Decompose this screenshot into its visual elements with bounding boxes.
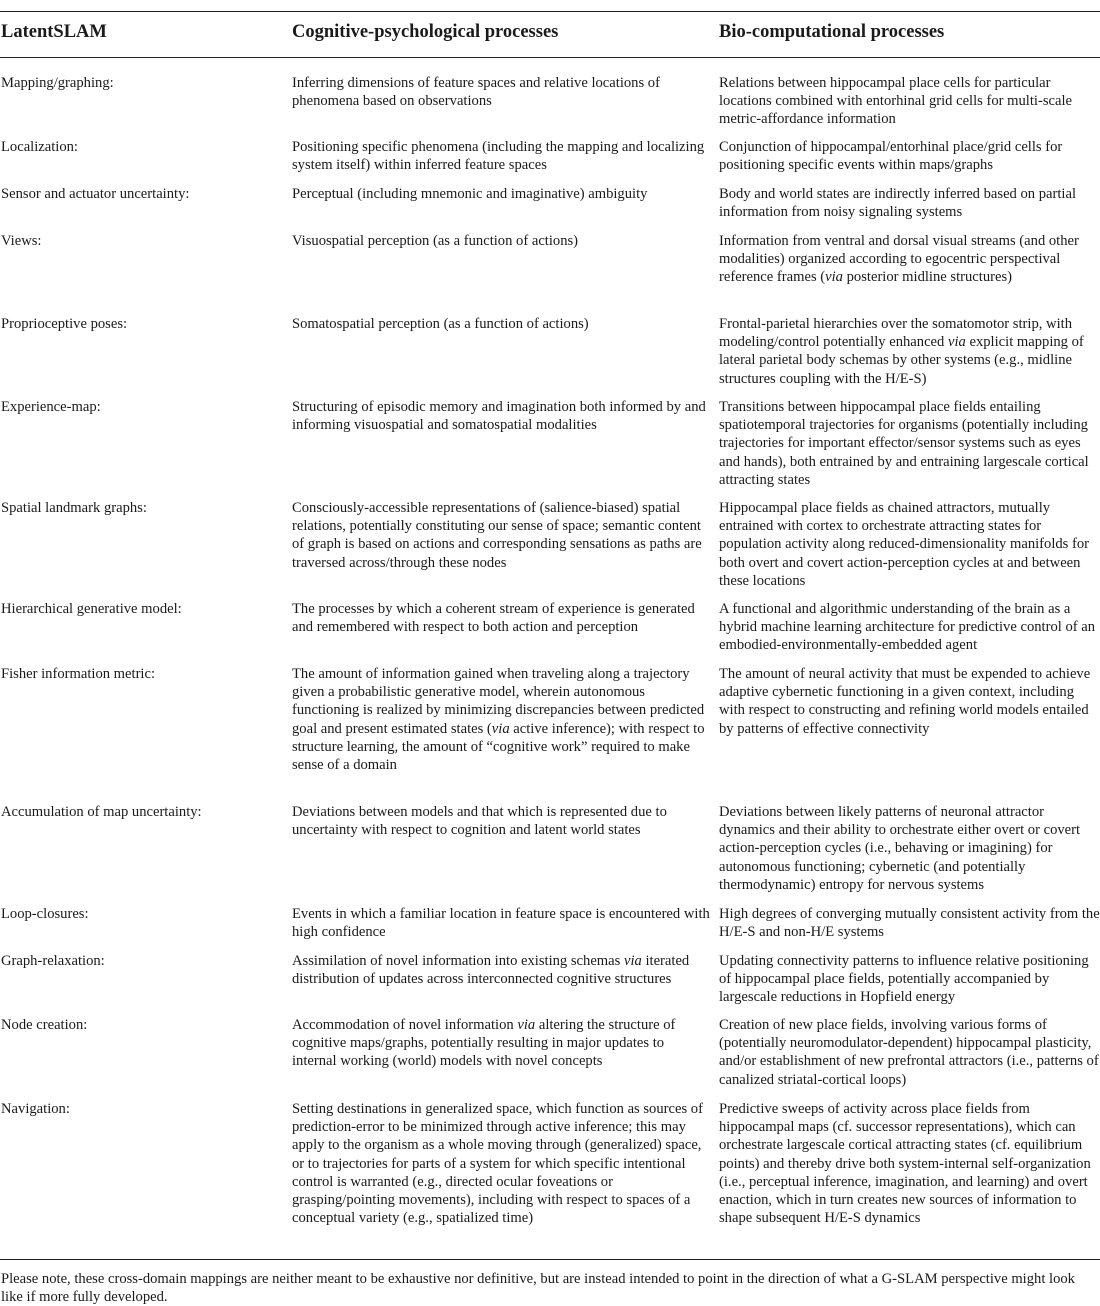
row-bio-process: Transitions between hippocampal place fields entailing spatiotemporal trajectories for organisms (potentially including trajectories for important effector/sensor systems such as eyes and hands), both entrained by and entraining largescale cortical attracting states [719,399,1089,488]
table-footnote: Please note, these cross-domain mappings are neither meant to be exhaustive nor definitive, but are instead intended to point in the direction of what a G-SLAM perspective might look like if more fully developed. [1,1271,1075,1305]
row-term: Mapping/graphing: [1,75,114,91]
row-cognitive-process: Visuospatial perception (as a function of actions) [292,233,579,249]
column-header-cognitive: Cognitive-psychological processes [292,22,559,42]
row-bio-process: The amount of neural activity that must be expended to achieve adaptive cybernetic functioning in a given context, including with respect to constructing and refining world models entailed by patterns of effective connectivity [719,666,1091,737]
row-bio-process: Predictive sweeps of activity across place fields from hippocampal maps (cf. successor representations), which can orchestrate largescale cortical attracting states (cf. equilibrium points) and thereby drive both system-internal self-organization (i.e., perceptual inference, imagination, and learning) and overt enaction, which in turn creates new sources of information to shape subsequent H/E-S dynamics [719,1101,1091,1227]
row-bio-process: Frontal-parietal hierarchies over the somatomotor strip, with modeling/control potentially enhanced via explicit mapping of lateral parietal body schemas by other systems (e.g., midline structures coupling with the H/E-S) [719,316,1084,387]
row-term: Node creation: [1,1017,88,1033]
row-term: Proprioceptive poses: [1,316,128,332]
row-cognitive-process: Structuring of episodic memory and imagination both informed by and informing visuospatial and somatospatial modalities [292,399,706,434]
row-cognitive-process: The processes by which a coherent stream of experience is generated and remembered with respect to both action and perception [292,601,695,636]
row-bio-process: Information from ventral and dorsal visual streams (and other modalities) organized according to egocentric perspectival reference frames (via posterior midline structures) [719,233,1079,286]
row-cognitive-process: Inferring dimensions of feature spaces and relative locations of phenomena based on observations [292,75,660,110]
row-cognitive-process: The amount of information gained when traveling along a trajectory given a probabilistic generative model, wherein autonomous functioning is realized by minimizing discrepancies between predicted goal and present estimated states (via active inference); with respect to structure learning, the amount of “cognitive work” required to make sense of a domain [292,666,705,774]
row-cognitive-process: Events in which a familiar location in feature space is encountered with high confidence [292,906,710,941]
row-term: Experience-map: [1,399,101,415]
row-term: Localization: [1,139,78,155]
row-bio-process: Updating connectivity patterns to influence relative positioning of hippocampal place fields, potentially accompanied by largescale reductions in Hopfield energy [719,953,1089,1006]
row-bio-process: Creation of new place fields, involving various forms of (potentially neuromodulator-dependent) hippocampal plasticity, and/or establishment of new prefrontal attractors (i.e., patterns of canalized striatal-cortical loops) [719,1017,1099,1088]
row-bio-process: Hippocampal place fields as chained attractors, mutually entrained with cortex to orchestrate attracting states for population activity along reduced-dimensionality manifolds for both overt and covert action-perception cycles at and between these locations [719,500,1090,589]
table-top-rule [0,11,1100,12]
row-term: Graph-relaxation: [1,953,105,969]
row-term: Fisher information metric: [1,666,156,682]
column-header-bio: Bio-computational processes [719,22,945,42]
table-bottom-rule [0,1259,1100,1260]
row-term: Sensor and actuator uncertainty: [1,186,190,202]
row-bio-process: Conjunction of hippocampal/entorhinal place/grid cells for positioning specific events within maps/graphs [719,139,1063,174]
row-cognitive-process: Setting destinations in generalized space, which function as sources of prediction-error to be minimized through active inference; this may apply to the organism as a whole moving through (generalized) space, or to trajectories for parts of a system for which specific intentional control is warranted (e.g., directed ocular foveations or grasping/pointing movements), including with respect to spaces of a conceptual variety (e.g., spatialized time) [292,1101,703,1227]
row-term: Loop-closures: [1,906,89,922]
row-cognitive-process: Perceptual (including mnemonic and imaginative) ambiguity [292,186,648,202]
row-bio-process: Relations between hippocampal place cells for particular locations combined with entorhinal grid cells for multi-scale metric-affordance information [719,75,1072,128]
column-header-latentslam: LatentSLAM [1,22,107,42]
row-term: Spatial landmark graphs: [1,500,147,516]
row-term: Views: [1,233,42,249]
row-bio-process: High degrees of converging mutually consistent activity from the H/E-S and non-H/E systems [719,906,1100,941]
row-cognitive-process: Accommodation of novel information via altering the structure of cognitive maps/graphs, potentially resulting in major updates to internal working (world) models with novel concepts [292,1017,676,1070]
row-bio-process: A functional and algorithmic understanding of the brain as a hybrid machine learning architecture for predictive control of an embodied-environmentally-embedded agent [719,601,1096,654]
table-header-rule [0,57,1100,58]
row-cognitive-process: Positioning specific phenomena (including the mapping and localizing system itself) within inferred feature spaces [292,139,705,174]
row-term: Hierarchical generative model: [1,601,182,617]
row-cognitive-process: Consciously-accessible representations of (salience-biased) spatial relations, potentially constituting our sense of space; semantic content of graph is based on actions and corresponding sensations as paths are traversed across/through these nodes [292,500,702,571]
row-term: Navigation: [1,1101,70,1117]
row-term: Accumulation of map uncertainty: [1,804,202,820]
row-bio-process: Body and world states are indirectly inferred based on partial information from noisy signaling systems [719,186,1077,221]
row-bio-process: Deviations between likely patterns of neuronal attractor dynamics and their ability to orchestrate either overt or covert action-perception cycles (i.e., behaving or imagining) for autonomous functioning; cybernetic (and potentially thermodynamic) entropy for nervous systems [719,804,1081,893]
row-cognitive-process: Deviations between models and that which is represented due to uncertainty with respect to cognition and latent world states [292,804,667,839]
table-header [0,20,1100,50]
row-cognitive-process: Somatospatial perception (as a function of actions) [292,316,589,332]
row-cognitive-process: Assimilation of novel information into existing schemas via iterated distribution of updates across interconnected cognitive structures [292,953,690,988]
